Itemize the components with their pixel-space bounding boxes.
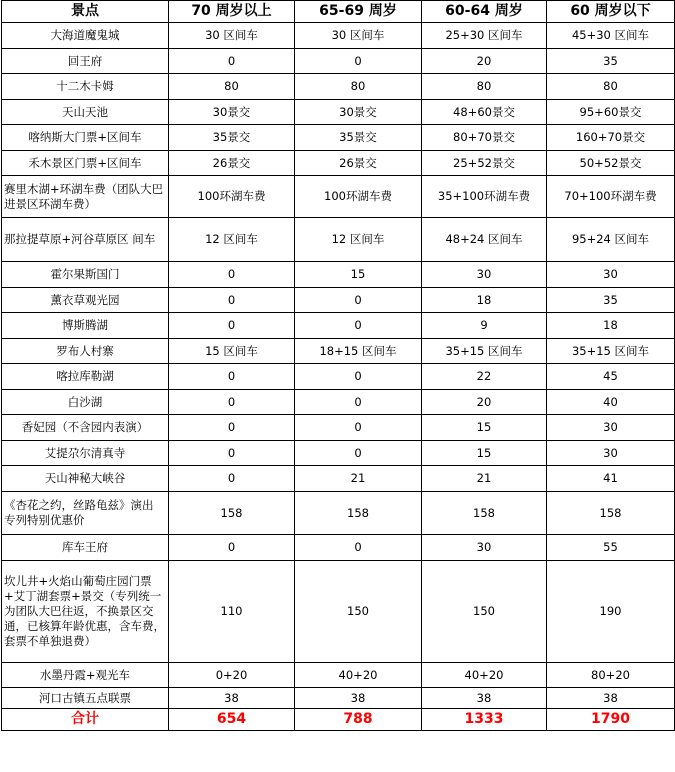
attraction-name: 水墨丹霞+观光车	[2, 663, 169, 688]
price-65-69: 12 区间车	[295, 218, 422, 262]
price-70-plus: 110	[169, 561, 295, 663]
price-65-69: 35景交	[295, 125, 422, 151]
price-under-60: 35+15 区间车	[547, 339, 675, 364]
price-under-60: 18	[547, 313, 675, 339]
price-under-60: 45+30 区间车	[547, 23, 675, 49]
price-under-60: 70+100环湖车费	[547, 176, 675, 218]
header-age-60-64: 60-64 周岁	[422, 1, 547, 23]
header-attraction: 景点	[2, 1, 169, 23]
header-row	[2, 1, 675, 23]
price-65-69: 38	[295, 688, 422, 709]
price-70-plus: 0	[169, 535, 295, 561]
total-60-64: 1333	[422, 709, 547, 731]
attraction-name: 博斯腾湖	[2, 313, 169, 339]
price-65-69: 21	[295, 466, 422, 492]
table-row	[2, 49, 675, 74]
price-under-60: 41	[547, 466, 675, 492]
price-60-64: 48+60景交	[422, 100, 547, 125]
attraction-name: 禾木景区门票+区间车	[2, 151, 169, 176]
price-65-69: 0	[295, 415, 422, 441]
price-under-60: 30	[547, 262, 675, 288]
attraction-name: 喀拉库勒湖	[2, 364, 169, 390]
table-row	[2, 218, 675, 262]
attraction-name: 香妃园（不含园内表演）	[2, 415, 169, 441]
price-60-64: 9	[422, 313, 547, 339]
attraction-name: 罗布人村寨	[2, 339, 169, 364]
price-65-69: 30景交	[295, 100, 422, 125]
price-70-plus: 26景交	[169, 151, 295, 176]
table-row	[2, 74, 675, 100]
table-row	[2, 288, 675, 313]
price-under-60: 35	[547, 49, 675, 74]
price-65-69: 158	[295, 492, 422, 535]
attraction-name: 天山天池	[2, 100, 169, 125]
total-65-69: 788	[295, 709, 422, 731]
price-60-64: 18	[422, 288, 547, 313]
price-65-69: 80	[295, 74, 422, 100]
table-row	[2, 415, 675, 441]
price-65-69: 0	[295, 288, 422, 313]
price-60-64: 21	[422, 466, 547, 492]
price-65-69: 0	[295, 535, 422, 561]
price-70-plus: 35景交	[169, 125, 295, 151]
price-under-60: 40	[547, 390, 675, 415]
price-60-64: 15	[422, 415, 547, 441]
price-70-plus: 12 区间车	[169, 218, 295, 262]
price-65-69: 0	[295, 49, 422, 74]
price-60-64: 25+52景交	[422, 151, 547, 176]
price-70-plus: 0+20	[169, 663, 295, 688]
price-60-64: 40+20	[422, 663, 547, 688]
price-60-64: 20	[422, 49, 547, 74]
table-row	[2, 688, 675, 709]
attraction-name: 白沙湖	[2, 390, 169, 415]
price-under-60: 95+60景交	[547, 100, 675, 125]
price-60-64: 30	[422, 262, 547, 288]
attraction-name: 十二木卡姆	[2, 74, 169, 100]
attraction-name: 艾提尕尔清真寺	[2, 441, 169, 466]
table-row	[2, 441, 675, 466]
price-60-64: 25+30 区间车	[422, 23, 547, 49]
table-row	[2, 390, 675, 415]
price-70-plus: 158	[169, 492, 295, 535]
price-65-69: 0	[295, 313, 422, 339]
price-under-60: 55	[547, 535, 675, 561]
table-row	[2, 151, 675, 176]
price-under-60: 80	[547, 74, 675, 100]
price-60-64: 15	[422, 441, 547, 466]
table-row	[2, 100, 675, 125]
price-70-plus: 30 区间车	[169, 23, 295, 49]
price-65-69: 150	[295, 561, 422, 663]
table-row	[2, 466, 675, 492]
price-70-plus: 15 区间车	[169, 339, 295, 364]
price-under-60: 38	[547, 688, 675, 709]
total-70-plus: 654	[169, 709, 295, 731]
price-under-60: 30	[547, 415, 675, 441]
price-70-plus: 0	[169, 415, 295, 441]
price-70-plus: 0	[169, 466, 295, 492]
price-65-69: 100环湖车费	[295, 176, 422, 218]
price-70-plus: 80	[169, 74, 295, 100]
price-60-64: 30	[422, 535, 547, 561]
price-under-60: 35	[547, 288, 675, 313]
price-60-64: 80+70景交	[422, 125, 547, 151]
table-row	[2, 364, 675, 390]
price-under-60: 158	[547, 492, 675, 535]
price-under-60: 50+52景交	[547, 151, 675, 176]
table-row	[2, 176, 675, 218]
table-row	[2, 535, 675, 561]
table-row	[2, 339, 675, 364]
price-under-60: 45	[547, 364, 675, 390]
header-age-under-60: 60 周岁以下	[547, 1, 675, 23]
attraction-name: 天山神秘大峡谷	[2, 466, 169, 492]
price-70-plus: 30景交	[169, 100, 295, 125]
attraction-name: 大海道魔鬼城	[2, 23, 169, 49]
price-65-69: 26景交	[295, 151, 422, 176]
attraction-name: 那拉提草原+河谷草原区 间车	[2, 218, 169, 262]
total-row	[2, 709, 675, 731]
attraction-name: 薰衣草观光园	[2, 288, 169, 313]
header-age-70-plus: 70 周岁以上	[169, 1, 295, 23]
price-65-69: 40+20	[295, 663, 422, 688]
price-70-plus: 0	[169, 364, 295, 390]
table-row	[2, 492, 675, 535]
total-label: 合计	[2, 709, 169, 731]
attraction-name: 喀纳斯大门票+区间车	[2, 125, 169, 151]
price-60-64: 35+15 区间车	[422, 339, 547, 364]
table-row	[2, 561, 675, 663]
attraction-name: 《杏花之约，丝路龟兹》演出 专列特别优惠价	[2, 492, 169, 535]
price-65-69: 30 区间车	[295, 23, 422, 49]
price-70-plus: 0	[169, 262, 295, 288]
price-60-64: 38	[422, 688, 547, 709]
table-row	[2, 262, 675, 288]
price-under-60: 190	[547, 561, 675, 663]
header-age-65-69: 65-69 周岁	[295, 1, 422, 23]
price-under-60: 80+20	[547, 663, 675, 688]
price-60-64: 20	[422, 390, 547, 415]
price-60-64: 35+100环湖车费	[422, 176, 547, 218]
price-70-plus: 100环湖车费	[169, 176, 295, 218]
attraction-name: 坎儿井+火焰山葡萄庄园门票+艾丁湖套票+景交（专列统一为团队大巴往返，不换景区交通，已核算年龄优惠，含车费，套票不单独退费）	[2, 561, 169, 663]
price-60-64: 150	[422, 561, 547, 663]
table-row	[2, 313, 675, 339]
price-70-plus: 0	[169, 390, 295, 415]
price-65-69: 0	[295, 364, 422, 390]
table-row	[2, 23, 675, 49]
price-70-plus: 0	[169, 441, 295, 466]
price-under-60: 95+24 区间车	[547, 218, 675, 262]
price-60-64: 80	[422, 74, 547, 100]
price-70-plus: 0	[169, 49, 295, 74]
attraction-name: 河口古镇五点联票	[2, 688, 169, 709]
attraction-name: 库车王府	[2, 535, 169, 561]
table-row	[2, 125, 675, 151]
price-65-69: 18+15 区间车	[295, 339, 422, 364]
price-60-64: 22	[422, 364, 547, 390]
price-60-64: 48+24 区间车	[422, 218, 547, 262]
price-70-plus: 0	[169, 288, 295, 313]
attraction-name: 霍尔果斯国门	[2, 262, 169, 288]
attraction-name: 赛里木湖+环湖车费（团队大巴进景区环湖车费）	[2, 176, 169, 218]
price-60-64: 158	[422, 492, 547, 535]
price-70-plus: 0	[169, 313, 295, 339]
price-under-60: 160+70景交	[547, 125, 675, 151]
price-under-60: 30	[547, 441, 675, 466]
price-65-69: 0	[295, 390, 422, 415]
price-70-plus: 38	[169, 688, 295, 709]
table-row	[2, 663, 675, 688]
total-under-60: 1790	[547, 709, 675, 731]
price-65-69: 15	[295, 262, 422, 288]
price-65-69: 0	[295, 441, 422, 466]
pricing-table	[1, 0, 675, 731]
attraction-name: 回王府	[2, 49, 169, 74]
